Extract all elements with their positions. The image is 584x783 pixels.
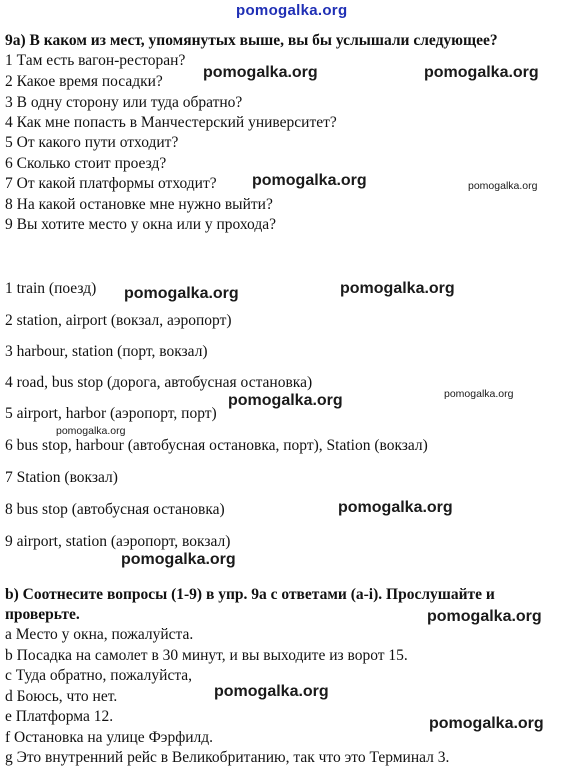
watermark: pomogalka.org	[56, 425, 126, 437]
answer-4: 4 road, bus stop (дорога, автобусная остановка)	[5, 374, 313, 391]
watermark: pomogalka.org	[228, 392, 343, 409]
site-header-link[interactable]: pomogalka.org	[236, 2, 348, 19]
watermark: pomogalka.org	[427, 608, 542, 625]
question-5: 5 От какого пути отходит?	[5, 134, 179, 151]
answer-6: 6 bus stop, harbour (автобусная остановка, порт), Station (вокзал)	[5, 437, 428, 454]
watermark: pomogalka.org	[429, 715, 544, 732]
answer-option-b: b Посадка на самолет в 30 минут, и вы выходите из ворот 15.	[5, 647, 408, 664]
watermark: pomogalka.org	[203, 64, 318, 81]
answer-8: 8 bus stop (автобусная остановка)	[5, 501, 225, 518]
answer-option-a: a Место у окна, пожалуйста.	[5, 626, 194, 643]
answer-7: 7 Station (вокзал)	[5, 469, 118, 486]
watermark: pomogalka.org	[468, 180, 538, 192]
exercise-b-title: b) Соотнесите вопросы (1-9) в упр. 9а с ответами (a-i). Прослушайте и	[5, 586, 495, 603]
watermark: pomogalka.org	[214, 683, 329, 700]
question-3: 3 В одну сторону или туда обратно?	[5, 94, 243, 111]
answer-2: 2 station, airport (вокзал, аэропорт)	[5, 312, 232, 329]
watermark: pomogalka.org	[121, 551, 236, 568]
question-8: 8 На какой остановке мне нужно выйти?	[5, 196, 273, 213]
question-7: 7 От какой платформы отходит?	[5, 175, 217, 192]
exercise-a-title: 9a) В каком из мест, упомянутых выше, вы бы услышали следующее?	[5, 32, 498, 49]
answer-9: 9 airport, station (аэропорт, вокзал)	[5, 533, 231, 550]
exercise-b-title-cont: проверьте.	[5, 606, 80, 623]
question-9: 9 Вы хотите место у окна или у прохода?	[5, 216, 277, 233]
question-4: 4 Как мне попасть в Манчестерский университет?	[5, 114, 337, 131]
answer-option-d: d Боюсь, что нет.	[5, 688, 118, 705]
watermark: pomogalka.org	[340, 280, 455, 297]
watermark: pomogalka.org	[444, 388, 514, 400]
question-1: 1 Там есть вагон-ресторан?	[5, 52, 186, 69]
answer-option-c: c Туда обратно, пожалуйста,	[5, 667, 193, 684]
watermark: pomogalka.org	[424, 64, 539, 81]
question-2: 2 Какое время посадки?	[5, 73, 163, 90]
answer-3: 3 harbour, station (порт, вокзал)	[5, 343, 208, 360]
watermark: pomogalka.org	[252, 172, 367, 189]
answer-option-g: g Это внутренний рейс в Великобританию, так что это Терминал 3.	[5, 749, 450, 766]
watermark: pomogalka.org	[124, 285, 239, 302]
answer-option-e: e Платформа 12.	[5, 708, 114, 725]
watermark: pomogalka.org	[338, 499, 453, 516]
answer-1: 1 train (поезд)	[5, 280, 97, 297]
answer-option-f: f Остановка на улице Фэрфилд.	[5, 729, 214, 746]
question-6: 6 Сколько стоит проезд?	[5, 155, 167, 172]
answer-5: 5 airport, harbor (аэропорт, порт)	[5, 405, 217, 422]
